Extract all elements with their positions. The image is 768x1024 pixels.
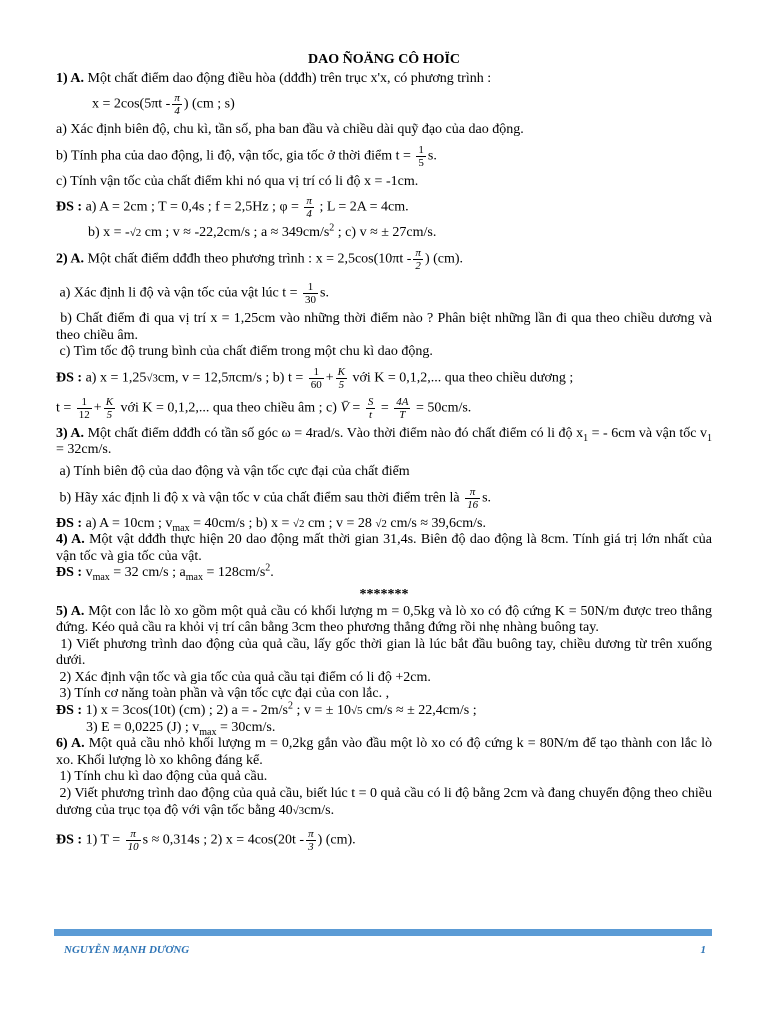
question-1: 1) Viết phương trình dao động của quả cầu, lấy gốc thời gian là lúc bắt đầu buông tay, chiều dương từ trên xuống dưới. [56,636,713,669]
answer: ĐS : a) x = 1,25√3cm, v = 12,5πcm/s ; b) t = $\frac{1}{60}$ + $\frac{K}{5}$ với K = 0,1,2,... qua theo chiều dương ; [56,365,574,391]
problem-number: 5) A. [56,603,85,619]
problem-number: 6) A. [56,736,85,752]
fraction: $\frac{K}{5}$ [105,395,114,421]
fraction: $\frac{S}{t}$ [367,395,374,421]
question-b: b) Chất điểm đi qua vị trí x = 1,25cm vào những thời điểm nào ? Phân biệt những lần đi qua theo chiều dương và theo chiều âm. [56,310,713,343]
answer: ĐS : a) A = 10cm ; $v_{max} = 40cm/s$ ; b) x = √2 cm ; v = 28 √2 cm/s ≈ 39,6cm/s. [56,515,486,534]
fraction: $\frac{\pi}{3}$ [308,828,314,854]
fraction: $\frac{\pi}{4}$ [306,195,312,221]
problem-number: 2) A. [56,251,84,267]
document-title: DAO ÑOÄNG CÔ HOÏC [307,52,461,67]
fraction: $\frac{1}{30}$ [305,280,317,306]
answer: ĐS : $v_{max} = 32$ cm/s ; $a_{max} = 128cm/s^2$. [56,562,274,584]
question-c: c) Tính vận tốc của chất điểm khi nó qua vị trí có li độ x = -1cm. [56,173,419,189]
question-a: a) Tính biên độ của dao động và vận tốc cực đại của chất điểm [59,463,410,479]
fraction: $\frac{1}{12}$ [78,395,90,421]
fraction: $\frac{\pi}{2}$ [415,246,421,272]
problem-6: 6) A. Một quả cầu nhỏ khối lượng m = 0,2kg gắn vào đầu một lò xo có độ cứng k = 80N/m để tạo thành con lắc lò xo. Khối lượng lò xo không đáng kể. 1) Tính chu kì dao động của quả cầu. 2) Viết phương trình dao động của quả cầu, biết lúc t = 0 quả cầu có li độ bằng 2cm và đang chuyển động theo chiều dương của trục tọa độ với vận tốc bằng 40√3cm/s. ĐS : 1) T = $\frac{\pi}{10}$ s ≈ 0,314s ; 2) x = 4cos(20t - $\frac{\pi}{3}$ ) (cm). [56,736,713,854]
question-a: a) Xác định biên độ, chu kì, tần số, pha ban đầu và chiều dài quỹ đạo của dao động. [56,122,524,138]
problem-number: 3) A. [56,425,85,441]
fraction: $\frac{\pi}{10}$ [127,828,139,854]
problem-2: 2) A. Một chất điểm dđđh theo phương trình : x = 2,5cos(10πt - $\frac{\pi}{2}$ ) (cm). a) Xác định li độ và vận tốc của vật lúc t = $\frac{1}{30}$ s. b) Chất điểm đi qua vị trí x = 1,25cm vào những thời điểm nào ? Phân biệt những lần đi qua theo chiều dương và theo chiều âm. c) Tìm tốc độ trung bình của chất điểm trong một chu kì dao động. ĐS : a) x = 1,25√3cm, v = 12,5πcm/s ; b) t = $\frac{1}{60}$ + $\frac{K}{5}$ với K = 0,1,2,... qua theo chiều dương ; t = $\frac{1}{12}$ + $\frac{K}{5}$ với K = 0,1,2,... qua theo chiều âm ; c) V̄ = $\frac{S}{t}$ = $\frac{4A}{T}$ = 50cm/s. [56,246,713,421]
answer-continued: b) x = -√2 cm ; v ≈ -22,2cm/s ; $a \approx 349cm/s^2$ ; c) v ≈ ± 27cm/s. [88,222,437,241]
question-b: b) Tính pha của dao động, li độ, vận tốc, gia tốc ở thời điểm t = $\frac{1}{5}$ s. [56,143,437,169]
fraction: $\frac{\pi}{16}$ [467,485,479,511]
fraction: $\frac{K}{5}$ [337,365,345,391]
footer-author: NGUYỄN MẠNH DƯƠNG [64,944,190,956]
document-body [56,44,712,853]
problem-text: Một chất điểm dao động điều hòa (dđđh) trên trục x'x, có phương trình : [87,70,492,86]
question-1: 1) Tính chu kì dao động của quả cầu. [59,769,268,785]
problem-5: 5) A. Một con lắc lò xo gồm một quả cầu có khối lượng m = 0,5kg và lò xo có độ cứng K = 50N/m được treo thẳng đứng. Kéo quả cầu ra khỏi vị trí cân bằng 3cm theo phương thẳng đứng rồi nhẹ nhàng buông tay. 1) Viết phương trình dao động của quả cầu, lấy gốc thời gian là lúc bắt đầu buông tay, chiều dương từ trên xuống dưới. 2) Xác định vận tốc và gia tốc của quả cầu tại điểm có li độ +2cm. 3) Tính cơ năng toàn phần và vận tốc cực đại của con lắc. , ĐS : 1) x = 3cos(10t) (cm) ; 2) a = - $2m/s^2$ ; v = ± 10√5 cm/s ≈ ± 22,4cm/s ; 3) E = 0,0225 (J) ; $v_{max} = 30cm/s$. [56,603,713,738]
question-2: 2) Viết phương trình dao động của quả cầu, biết lúc t = 0 quả cầu có li độ bằng 2cm và đang chuyển động theo chiều dương của trục tọa độ với vận tốc bằng 40√3cm/s. [56,786,713,818]
answer-continued: t = $\frac{1}{12}$ + $\frac{K}{5}$ với K = 0,1,2,... qua theo chiều âm ; c) V̄ = $\frac{S}{t}$ = $\frac{4A}{T}$ = 50cm/s. [56,395,472,421]
question-2: 2) Xác định vận tốc và gia tốc của quả cầu tại điểm có li độ +2cm. [59,669,431,685]
problem-number: 4) A. [56,532,85,548]
answer: ĐS : 1) x = 3cos(10t) (cm) ; 2) a = - $2m/s^2$ ; v = ± 10√5 cm/s ≈ ± 22,4cm/s ; [56,700,477,719]
answer-continued: 3) E = 0,0225 (J) ; $v_{max} = 30cm/s$. [86,719,276,738]
problem-4: 4) A. Một vật dđđh thực hiện 20 dao động mất thời gian 31,4s. Biên độ dao động là 8cm. Tính giá trị lớn nhất của vận tốc và gia tốc của vật. ĐS : $v_{max} = 32$ cm/s ; $a_{max} = 128cm/s^2$. [56,532,712,584]
fraction: $\frac{1}{5}$ [418,143,424,169]
question-a: a) Xác định li độ và vận tốc của vật lúc t = $\frac{1}{30}$ s. [59,280,329,306]
question-c: c) Tìm tốc độ trung bình của chất điểm trong một chu kì dao động. [59,344,433,360]
question-b: b) Hãy xác định li độ x và vận tốc v của chất điểm sau thời điểm trên là $\frac{\pi}{16}$ s. [59,485,492,511]
problem-number: 1) A. [56,70,84,86]
separator: ******* [359,586,409,602]
page-number: 1 [700,944,706,956]
fraction: $\frac{\pi}{4}$ [174,92,180,118]
answer: ĐS : 1) T = $\frac{\pi}{10}$ s ≈ 0,314s ; 2) x = 4cos(20t - $\frac{\pi}{3}$ ) (cm). [56,828,356,854]
fraction: $\frac{4A}{T}$ [396,395,409,421]
problem-1 [56,71,712,242]
answer: ĐS : a) A = 2cm ; T = 0,4s ; f = 2,5Hz ; φ = $\frac{\pi}{4}$ ; L = 2A = 4cm. [56,195,409,221]
footer-bar [54,929,712,936]
question-3: 3) Tính cơ năng toàn phần và vận tốc cực đại của con lắc. , [59,686,390,702]
problem-3: 3) A. Một chất điểm dđđh có tần số góc ω = 4rad/s. Vào thời điểm nào đó chất điểm có li độ $x_1$ = - 6cm và vận tốc $v_1 = 32cm/s$. a) Tính biên độ của dao động và vận tốc cực đại của chất điểm b) Hãy xác định li độ x và vận tốc v của chất điểm sau thời điểm trên là $\frac{\pi}{16}$ s. ĐS : a) A = 10cm ; $v_{max} = 40cm/s$ ; b) x = √2 cm ; v = 28 √2 cm/s ≈ 39,6cm/s. [56,425,713,534]
equation: x = 2cos(5πt - $\frac{\pi}{4}$ ) (cm ; s) [92,92,235,118]
fraction: $\frac{1}{60}$ [310,365,322,391]
